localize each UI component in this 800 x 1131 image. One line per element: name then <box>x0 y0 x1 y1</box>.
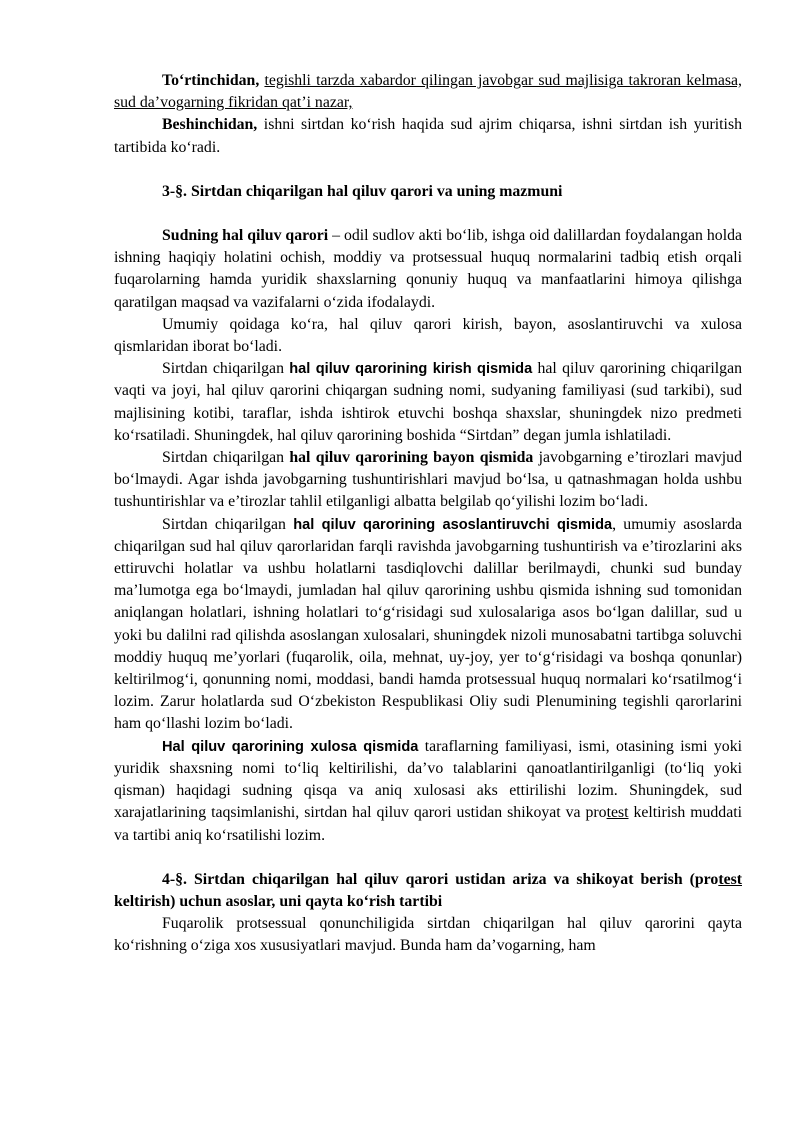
spacer <box>114 203 742 225</box>
paragraph-conclusion-end: keltirish muddati va tartibi aniq ko‘rsatilishi lozim. <box>114 804 742 844</box>
lead-fourth: To‘rtinchidan, <box>162 72 260 89</box>
paragraph-reasoning-part <box>114 514 742 736</box>
term-bayon-qismi: hal qiluv qarorining bayon qismida <box>289 449 534 467</box>
paragraph-definition-text: – odil sudlov akti bo‘lib, ishga oid dalillardan foydalangan holda ishning haqiqiy holatini ochish, moddiy va protsessual huquq normalarini tadbiq etish orqali fuqarolarning hamda yuridik shaxslarning qonuniy huquq va manfaatlarini himoya qilishga qaratilgan maqsad va vazifalarni o‘zida ifodalaydi. <box>114 227 742 311</box>
term-hal-qiluv-qarori: Sudning hal qiluv qarori <box>162 227 329 245</box>
paragraph-intro-pre: Sirtdan chiqarilgan <box>162 360 290 378</box>
heading-4-part-a: 4-§. Sirtdan chiqarilgan hal qiluv qarori ustidan ariza va shikoyat berish (pro <box>162 870 719 888</box>
term-xulosa-qismi: Hal qiluv qarorining xulosa qismida <box>162 738 419 755</box>
paragraph-review: Fuqarolik protsessual qonunchiligida sirtdan chiqarilgan hal qiluv qarorini qayta ko‘rishning o‘ziga xos xususiyatlari mavjud. Bunda ham da’vogarning, ham <box>114 915 742 955</box>
paragraph-conclusion-text: taraflarning familiyasi, ismi, otasining ismi yoki yuridik shaxsning nomi to‘liq keltirilishi, da’vo talablarini qanoatlantirilganligi (to‘liq yoki qisman) haqidagi sudning qisqa va aniq xulosasi aks ettirilishi lozim. Shuningdek, sud xarajatlarining taqsimlanishi, sirtdan hal qiluv qarori ustidan shikoyat va pro <box>114 737 742 822</box>
paragraph-general-rule: Umumiy qoidaga ko‘ra, hal qiluv qarori kirish, bayon, asoslantiruvchi va xulosa qismlaridan iborat bo‘ladi. <box>114 315 742 356</box>
paragraph-statement-part <box>114 447 742 514</box>
paragraph-conclusion-part <box>114 736 742 847</box>
paragraph-fourth <box>114 70 742 114</box>
paragraph-intro-text: hal qiluv qarorining chiqarilgan vaqti va joyi, hal qiluv qarorini chiqargan sudning nomi, sudyaning familiyasi (sud tarkibi), sud majlisining kotibi, taraflar, ishda ishtirok etuvchi boshqa shaxslar, shuningdek nizo predmeti ko‘rsatiladi. Shuningdek, hal qiluv qarorining boshida “Sirtdan” degan jumla ishlatiladi. <box>114 360 742 444</box>
paragraph-definition <box>114 225 742 314</box>
paragraph-statement-text: javobgarning e’tirozlari mavjud bo‘lmaydi. Agar ishda javobgarning tushuntirishlari mavjud bo‘lsa, u qatnashmagan holda ushbu tushuntirishlar va e’tirozlar tahlil etilganligi albatta belgilab qo‘yilishi lozim bo‘ladi. <box>114 449 742 511</box>
lead-fifth: Beshinchidan, <box>162 116 258 134</box>
heading-4-part-b: keltirish) uchun asoslar, uni qayta ko‘rish tartibi <box>114 892 443 910</box>
underlined-text: tegishli tarzda xabardor qilingan javobgar sud majlisiga takroran kelmasa, sud da’vogarning fikridan qat’i nazar, <box>114 72 742 112</box>
paragraph-fifth <box>114 114 742 158</box>
spacer <box>114 847 742 869</box>
paragraph-reasoning-text: , umumiy asoslarda chiqarilgan sud hal qiluv qarorlaridan farqli ravishda javobgarning tushuntirish va e’tirozlarini aks ettiruvchi holatlar va ushbu holatlarni tasdiqlovchi dalillar berilmaydi, chunki sud bunday ma’lumotga ega bo‘lmaydi, jumladan hal qiluv qarorining ushbu qismida ishning sud tomonidan aniqlangan holatlari, ishning holatlari to‘g‘risidagi sud xulosalariga asos bo‘lgan dalillar, sud u yoki bu dalilni rad qilishda asoslangan xulosalari, shuningdek nizoli munosabatni tartibga soluvchi moddiy huquq me’yorlari (fuqarolik, oila, mehnat, uy-joy, yer to‘g‘risidagi va boshqa qonunlar) keltirilmog‘i, qonunning nomi, moddasi, bandi hamda protsessual huquq normalari ko‘rsatilmog‘i lozim. Zarur holatlarda sud O‘zbekiston Respublikasi Oliy sudi Plenumining tegishli qarorlarini ham qo‘llashi lozim bo‘ladi. <box>114 515 742 733</box>
section-heading-4 <box>114 869 742 913</box>
document-body <box>114 70 742 958</box>
term-kirish-qismi: hal qiluv qarorining kirish qismida <box>289 361 533 378</box>
heading-4-underlined: test <box>718 870 742 888</box>
paragraph-reasoning-pre: Sirtdan chiqarilgan <box>162 515 294 533</box>
paragraph-statement-pre: Sirtdan chiqarilgan <box>162 449 290 467</box>
section-heading-3: 3-§. Sirtdan chiqarilgan hal qiluv qarori va uning mazmuni <box>162 182 563 200</box>
spacer <box>114 159 742 181</box>
term-asoslantiruvchi-qismi: hal qiluv qarorining asoslantiruvchi qismida <box>293 516 613 533</box>
paragraph-intro-part <box>114 358 742 447</box>
underlined-test: test <box>606 804 629 822</box>
paragraph-fifth-text: ishni sirtdan ko‘rish haqida sud ajrim chiqarsa, ishni sirtdan ish yuritish tartibida ko‘radi. <box>114 116 742 156</box>
